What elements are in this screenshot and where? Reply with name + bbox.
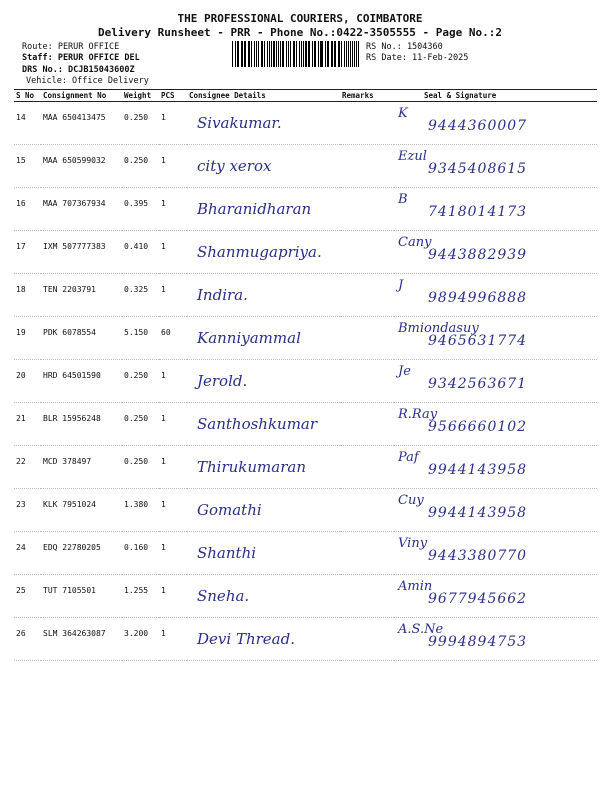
table-row [14,360,597,403]
rs-date: RS Date: 11-Feb-2025 [366,53,469,63]
vehicle-label: Vehicle: Office Delivery [26,76,149,86]
weight-cell: 1.380 [122,489,159,532]
consignee-cell [187,446,340,489]
pcs-cell: 1 [159,489,187,532]
sno-cell: 14 [14,102,41,145]
pcs-cell: 1 [159,102,187,145]
remarks-cell [340,188,394,231]
table-header-row [14,90,597,102]
signature-cell [394,360,597,403]
col-remarks: Remarks [340,90,394,102]
consignee-name: Thirukumaran [197,458,306,476]
pcs-cell: 1 [159,274,187,317]
consignee-name: Bharanidharan [197,200,312,218]
col-consignee: Consignee Details [187,90,340,102]
signature-mark: Je [398,364,411,379]
signature-mark: Cuy [398,493,424,508]
table-row [14,489,597,532]
sno-cell: 24 [14,532,41,575]
signature-cell [394,446,597,489]
recipient-phone: 9443882939 [428,247,528,263]
signature-cell [394,231,597,274]
consignment-cell: MCD 378497 [41,446,122,489]
weight-cell: 0.250 [122,446,159,489]
remarks-cell [340,575,394,618]
remarks-cell [340,489,394,532]
consignee-name: Gomathi [197,501,262,519]
sno-cell: 25 [14,575,41,618]
signature-mark: Bmiondasuy [398,321,479,336]
remarks-cell [340,403,394,446]
table-row [14,618,597,661]
recipient-phone: 7418014173 [428,204,528,220]
table-row [14,188,597,231]
route-label: Route: PERUR OFFICE [22,42,120,52]
signature-mark: J [398,278,404,293]
consignee-name: Shanthi [197,544,257,562]
remarks-cell [340,618,394,661]
consignee-cell [187,188,340,231]
pcs-cell: 60 [159,317,187,360]
remarks-cell [340,446,394,489]
weight-cell: 0.250 [122,403,159,446]
consignment-cell: IXM 507777383 [41,231,122,274]
recipient-phone: 9894996888 [428,290,528,306]
recipient-phone: 9994894753 [428,634,528,650]
barcode [232,41,360,67]
weight-cell: 0.160 [122,532,159,575]
pcs-cell: 1 [159,145,187,188]
signature-mark: K [398,106,408,121]
signature-mark: Amin [398,579,433,594]
pcs-cell: 1 [159,446,187,489]
col-weight: Weight [122,90,159,102]
remarks-cell [340,145,394,188]
consignee-name: Sivakumar. [197,114,282,132]
sno-cell: 19 [14,317,41,360]
consignment-cell: TUT 7105501 [41,575,122,618]
consignee-cell [187,575,340,618]
pcs-cell: 1 [159,188,187,231]
signature-mark: A.S.Ne [398,622,444,637]
recipient-phone: 9465631774 [428,333,528,349]
remarks-cell [340,532,394,575]
signature-mark: Ezul [398,149,427,164]
consignee-name: Devi Thread. [197,630,295,648]
consignment-cell: MAA 707367934 [41,188,122,231]
runsheet-subtitle: Delivery Runsheet - PRR - Phone No.:0422-3505555 - Page No.:2 [98,26,502,39]
consignment-cell: TEN 2203791 [41,274,122,317]
remarks-cell [340,102,394,145]
remarks-cell [340,274,394,317]
rs-number: RS No.: 1504360 [366,42,443,52]
sno-cell: 22 [14,446,41,489]
drs-number: DRS No.: DCJB15043600Z [22,65,135,75]
table-row [14,403,597,446]
consignee-cell [187,317,340,360]
consignment-cell: PDK 6078554 [41,317,122,360]
table-row [14,532,597,575]
consignment-cell: KLK 7951024 [41,489,122,532]
recipient-phone: 9443380770 [428,548,528,564]
signature-cell [394,618,597,661]
weight-cell: 0.250 [122,360,159,403]
signature-mark: Cany [398,235,432,250]
recipient-phone: 9677945662 [428,591,528,607]
pcs-cell: 1 [159,360,187,403]
signature-cell [394,489,597,532]
remarks-cell [340,317,394,360]
signature-cell [394,317,597,360]
sno-cell: 17 [14,231,41,274]
signature-cell [394,403,597,446]
table-row [14,231,597,274]
pcs-cell: 1 [159,575,187,618]
weight-cell: 0.250 [122,145,159,188]
table-row [14,575,597,618]
table-row [14,274,597,317]
col-consignment: Consignment No [41,90,122,102]
col-signature: Seal & Signature [394,90,597,102]
sno-cell: 18 [14,274,41,317]
col-pcs: PCS [159,90,187,102]
col-sno: S No [14,90,41,102]
consignee-name: Indira. [197,286,248,304]
signature-cell [394,274,597,317]
sno-cell: 23 [14,489,41,532]
sno-cell: 16 [14,188,41,231]
recipient-phone: 9444360007 [428,118,528,134]
recipient-phone: 9944143958 [428,505,528,521]
consignment-cell: SLM 364263087 [41,618,122,661]
sno-cell: 21 [14,403,41,446]
consignee-name: Jerold. [197,372,248,390]
table-row [14,317,597,360]
consignment-cell: HRD 64501590 [41,360,122,403]
signature-cell [394,188,597,231]
consignee-name: Sneha. [197,587,250,605]
consignee-cell [187,274,340,317]
consignee-name: Santhoshkumar [197,415,318,433]
signature-mark: B [398,192,408,207]
company-title: THE PROFESSIONAL COURIERS, COIMBATORE [177,12,423,25]
table-row [14,446,597,489]
signature-cell [394,575,597,618]
weight-cell: 0.325 [122,274,159,317]
signature-cell [394,102,597,145]
consignee-cell [187,618,340,661]
remarks-cell [340,231,394,274]
weight-cell: 1.255 [122,575,159,618]
consignee-name: Shanmugapriya. [197,243,322,261]
table-row [14,102,597,145]
signature-mark: Paf [398,450,419,465]
consignee-cell [187,145,340,188]
recipient-phone: 9342563671 [428,376,528,392]
consignee-cell [187,403,340,446]
consignment-cell: BLR 15956248 [41,403,122,446]
signature-mark: Viny [398,536,428,551]
consignee-cell [187,231,340,274]
consignee-name: city xerox [197,157,272,175]
signature-mark: R.Ray [398,407,438,422]
runsheet-table [14,89,597,661]
pcs-cell: 1 [159,532,187,575]
consignment-cell: EDQ 22780205 [41,532,122,575]
consignee-cell [187,532,340,575]
weight-cell: 0.410 [122,231,159,274]
signature-cell [394,145,597,188]
staff-label: Staff: PERUR OFFICE DEL [22,53,140,63]
weight-cell: 0.395 [122,188,159,231]
weight-cell: 5.150 [122,317,159,360]
consignee-cell [187,360,340,403]
sno-cell: 15 [14,145,41,188]
weight-cell: 0.250 [122,102,159,145]
recipient-phone: 9944143958 [428,462,528,478]
sno-cell: 26 [14,618,41,661]
pcs-cell: 1 [159,403,187,446]
consignment-cell: MAA 650599032 [41,145,122,188]
weight-cell: 3.200 [122,618,159,661]
recipient-phone: 9345408615 [428,161,528,177]
remarks-cell [340,360,394,403]
consignee-cell [187,102,340,145]
table-row [14,145,597,188]
sno-cell: 20 [14,360,41,403]
recipient-phone: 9566660102 [428,419,528,435]
pcs-cell: 1 [159,231,187,274]
consignment-cell: MAA 650413475 [41,102,122,145]
consignee-name: Kanniyammal [197,329,301,347]
signature-cell [394,532,597,575]
consignee-cell [187,489,340,532]
pcs-cell: 1 [159,618,187,661]
